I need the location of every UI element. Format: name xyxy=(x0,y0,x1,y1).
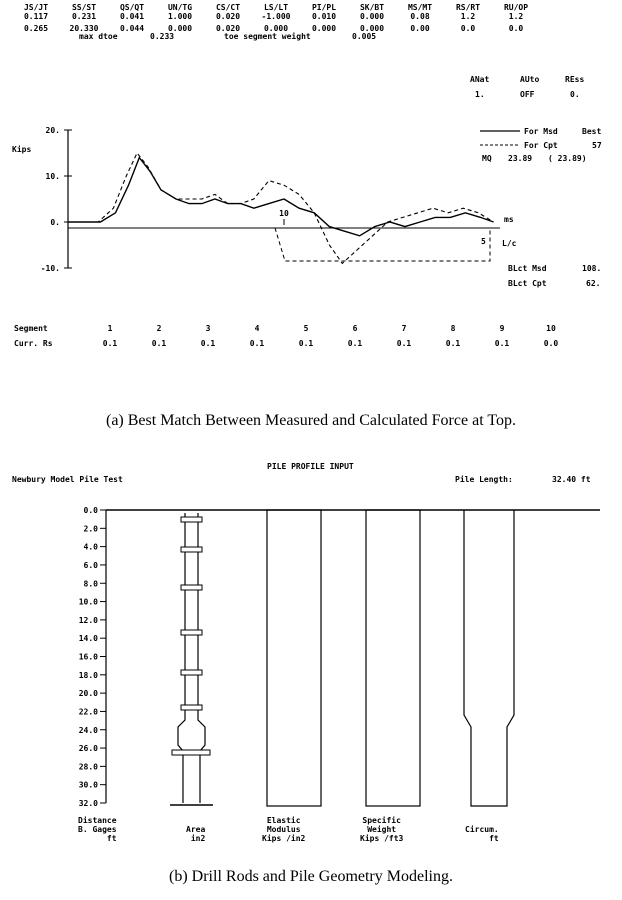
legend-best-value: 57 xyxy=(592,141,602,150)
param-headers-cell: QS/QT xyxy=(119,3,145,12)
elastic-label-line1: Elastic xyxy=(266,816,301,825)
segment-number: 2 xyxy=(156,324,162,333)
blct-cpt-label: BLct Cpt xyxy=(508,279,547,288)
elastic-label-line3: Kips /in2 xyxy=(262,834,306,843)
series-line-measured xyxy=(68,158,494,236)
param-row2-cell: 0.265 xyxy=(23,24,49,33)
depth-tick-label: 32.0 xyxy=(78,799,98,808)
param-row2-cell: 0.0 xyxy=(460,24,476,33)
mode-ress-value: 0. xyxy=(570,90,580,99)
depth-tick-label: 16.0 xyxy=(78,652,98,662)
distance-column-label xyxy=(78,816,117,843)
segment-rs-value: 0.1 xyxy=(102,339,118,348)
param-row1-cell: 0.231 xyxy=(71,12,97,21)
segment-number: 1 xyxy=(107,324,113,333)
depth-tick-label: 8.0 xyxy=(83,579,98,589)
param-row1-cell: -1.000 xyxy=(261,12,291,21)
rod-joint xyxy=(181,630,202,635)
y-tick-label: -10. xyxy=(40,264,60,273)
depth-tick-label: 28.0 xyxy=(78,762,98,772)
param-headers-cell: CS/CT xyxy=(215,3,241,12)
max-dtoe-label: max dtoe xyxy=(79,32,118,41)
circumference-profile xyxy=(464,510,514,806)
caption-a: (a) Best Match Between Measured and Calculated Force at Top. xyxy=(106,412,516,429)
caption-b: (b) Drill Rods and Pile Geometry Modeling. xyxy=(169,868,453,885)
distance-label-line3: ft xyxy=(106,834,117,843)
param-row2-cell: 0.000 xyxy=(167,24,193,33)
segment-number: 5 xyxy=(303,324,309,333)
param-row2-cell: 0.000 xyxy=(311,24,337,33)
area-column-label xyxy=(186,825,205,843)
legend-best-label: Best xyxy=(582,127,602,136)
rod-joint xyxy=(181,705,202,710)
distance-label-line2: B. Gages xyxy=(78,825,117,834)
depth-tick-label: 2.0 xyxy=(83,524,98,534)
rod-joint xyxy=(181,517,202,522)
param-row2-cell: 0.000 xyxy=(263,24,289,33)
depth-tick-label: 26.0 xyxy=(78,744,98,754)
segment-rs-value: 0.1 xyxy=(445,339,461,348)
depth-tick-label: 14.0 xyxy=(78,634,98,644)
segment-number: 9 xyxy=(499,324,505,333)
blct-msd-label: BLct Msd xyxy=(508,264,547,273)
param-row2-cell: 0.00 xyxy=(410,24,430,33)
rod-joint xyxy=(172,750,210,755)
lc-window-box xyxy=(275,228,490,261)
segment-number: 3 xyxy=(205,324,211,333)
param-row2-cell: 0.020 xyxy=(215,24,241,33)
segment-row-label: Segment xyxy=(14,324,48,333)
depth-tick-label: 30.0 xyxy=(78,780,98,790)
param-headers-cell: RU/OP xyxy=(503,3,529,12)
param-row1-cell: 0.020 xyxy=(215,12,241,21)
mq-best: ( 23.89) xyxy=(548,154,587,163)
profile-model-name: Newbury Model Pile Test xyxy=(12,475,123,484)
segment-number: 4 xyxy=(254,324,260,333)
param-headers-cell: SS/ST xyxy=(71,3,97,12)
distance-label-line1: Distance xyxy=(78,816,117,825)
segment-rs-value: 0.0 xyxy=(543,339,559,348)
depth-tick-label: 20.0 xyxy=(78,689,98,699)
param-row1-cell: 0.000 xyxy=(359,12,385,21)
param-row1-cell: 1.2 xyxy=(460,12,476,21)
param-row1-cell: 0.010 xyxy=(311,12,337,21)
segment-number: 7 xyxy=(401,324,407,333)
param-row2-cell: 20.330 xyxy=(69,24,99,33)
segment-number: 10 xyxy=(546,324,556,333)
depth-tick-label: 24.0 xyxy=(78,725,98,735)
rod-joint xyxy=(181,585,202,590)
x-tick-label: 10 xyxy=(279,209,289,218)
weight-column-label xyxy=(360,816,403,843)
area-profile xyxy=(170,513,213,805)
x-axis-label: ms xyxy=(504,215,514,224)
elastic-label-line2: Modulus xyxy=(266,825,301,834)
mq-label: MQ xyxy=(482,154,492,163)
legend-cpt-label: For Cpt xyxy=(524,141,558,150)
depth-tick-label: 12.0 xyxy=(78,615,98,625)
weight-label-line2: Weight xyxy=(367,825,397,834)
force-match-chart xyxy=(0,118,622,298)
mode-auto-value: OFF xyxy=(520,90,535,99)
param-row1-cell: 0.117 xyxy=(23,12,49,21)
legend-msd-label: For Msd xyxy=(524,127,558,136)
lc-label: L/c xyxy=(502,239,517,248)
param-headers-cell: PI/PL xyxy=(311,3,337,12)
param-row2-cell: 0.000 xyxy=(359,24,385,33)
curr-rs-row-label: Curr. Rs xyxy=(14,339,53,348)
segment-number: 8 xyxy=(450,324,456,333)
toe-segment-weight-label: toe segment weight xyxy=(224,32,311,41)
depth-tick-label: 18.0 xyxy=(78,670,98,680)
depth-tick-label: 10.0 xyxy=(78,597,98,607)
depth-tick-label: 0.0 xyxy=(83,506,98,515)
depth-tick-label: 4.0 xyxy=(83,542,98,552)
segment-rs-value: 0.1 xyxy=(396,339,412,348)
pile-length-label: Pile Length: xyxy=(455,475,513,484)
area-rod-outline xyxy=(178,513,205,803)
y-tick-label: 20. xyxy=(45,126,60,135)
circum-label-line1: Circum. xyxy=(465,825,499,834)
param-headers-cell: SK/BT xyxy=(359,3,385,12)
mode-anat-header: ANat xyxy=(470,75,490,84)
weight-label-line1: Specific xyxy=(362,816,401,825)
param-headers-cell: JS/JT xyxy=(23,3,49,12)
param-headers-cell: UN/TG xyxy=(167,3,193,12)
segment-rs-value: 0.1 xyxy=(347,339,363,348)
mode-auto-header: AUto xyxy=(520,75,540,84)
blct-msd-value: 108. xyxy=(582,264,602,273)
max-dtoe-value: 0.233 xyxy=(150,32,175,41)
lc-small-label: 5 xyxy=(481,237,486,246)
pile-profile-diagram xyxy=(0,495,622,815)
y-axis-label: Kips xyxy=(12,145,32,154)
depth-tick-label: 6.0 xyxy=(83,560,98,570)
segment-rs-value: 0.1 xyxy=(298,339,314,348)
mode-ress-header: REss xyxy=(565,75,585,84)
area-label-line1: Area xyxy=(186,825,206,834)
circum-column-label xyxy=(465,825,499,843)
param-row2-cell: 0.044 xyxy=(119,24,145,33)
param-row1-cell: 1.2 xyxy=(508,12,524,21)
toe-segment-weight-value: 0.005 xyxy=(352,32,377,41)
y-tick-label: 10. xyxy=(45,172,60,181)
param-headers-cell: LS/LT xyxy=(263,3,289,12)
y-tick-label: 0. xyxy=(50,218,60,227)
param-headers-cell: RS/RT xyxy=(455,3,481,12)
segment-rs-value: 0.1 xyxy=(249,339,265,348)
rod-joint xyxy=(181,547,202,552)
specific-weight-profile xyxy=(366,510,420,806)
area-label-line2: in2 xyxy=(190,834,206,843)
elastic-modulus-profile xyxy=(267,510,321,806)
rod-joint xyxy=(181,670,202,675)
elastic-column-label xyxy=(262,816,305,843)
param-row2-cell: 0.0 xyxy=(508,24,524,33)
segment-rs-value: 0.1 xyxy=(494,339,510,348)
param-row1-cell: 0.08 xyxy=(410,12,430,21)
segment-rs-value: 0.1 xyxy=(200,339,216,348)
depth-tick-label: 22.0 xyxy=(78,707,98,717)
pile-length-value: 32.40 ft xyxy=(552,475,591,484)
param-row1-cell: 1.000 xyxy=(167,12,193,21)
segment-number: 6 xyxy=(352,324,358,333)
segment-rs-value: 0.1 xyxy=(151,339,167,348)
weight-label-line3: Kips /ft3 xyxy=(360,834,404,843)
param-row1-cell: 0.041 xyxy=(119,12,145,21)
circum-label-line2: ft xyxy=(489,834,499,843)
param-headers-cell: MS/MT xyxy=(407,3,433,12)
blct-cpt-value: 62. xyxy=(586,279,601,288)
profile-title: PILE PROFILE INPUT xyxy=(267,462,354,471)
mode-anat-value: 1. xyxy=(475,90,485,99)
mq-value: 23.89 xyxy=(508,154,533,163)
